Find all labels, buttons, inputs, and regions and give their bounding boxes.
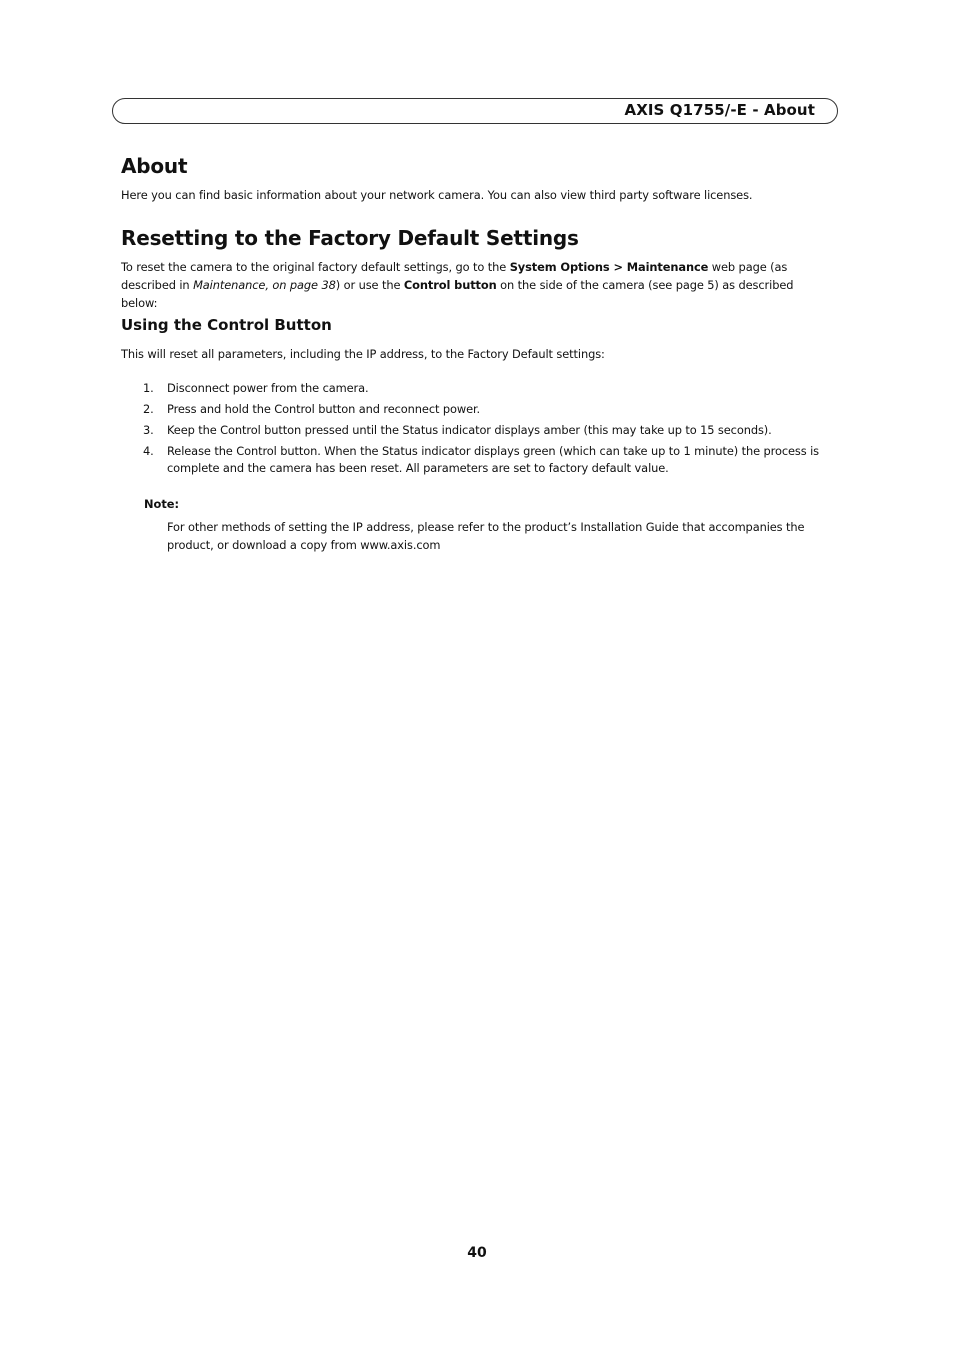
list-item [121,443,831,477]
reset-paragraph [121,258,831,312]
control-button-label: Control button [403,278,497,292]
reset-text-4: on the side of the camera (see page 5) as described below: [121,278,794,310]
reset-heading: Resetting to the Factory Default Settings [121,226,579,250]
step-number: 2. [143,402,154,416]
step-number: 3. [143,423,154,437]
steps-list [121,380,831,481]
list-item [121,422,831,439]
step-text: Press and hold the Control button and reconnect power. [167,402,481,416]
step-text: Disconnect power from the camera. [167,381,369,395]
page-number: 40 [467,1245,487,1261]
maintenance-link[interactable]: Maintenance, on page 38 [193,278,336,292]
control-heading: Using the Control Button [121,316,332,334]
step-text: Release the Control button. When the Status indicator displays green (which can take up to 1 minute) the process is complete and the camera has been reset. All parameters are set to factory default value. [167,444,820,475]
list-item [121,380,831,397]
reset-text-2: web page (as described in [121,260,788,292]
step-number: 1. [143,381,154,395]
control-intro: This will reset all parameters, including the IP address, to the Factory Default settings: [121,347,605,361]
reset-text-1: To reset the camera to the original factory default settings, go to the [121,260,510,274]
about-paragraph: Here you can find basic information about your network camera. You can also view third party software licenses. [121,188,753,202]
note-label: Note: [144,497,180,511]
step-number: 4. [143,444,154,458]
list-item [121,401,831,418]
note-text: For other methods of setting the IP address, please refer to the product’s Installation Guide that accompanies the product, or download a copy from www.axis.com [167,520,805,552]
page-header [112,98,838,124]
header-title: AXIS Q1755/-E - About [624,101,815,119]
about-heading: About [121,154,188,178]
system-options-maintenance-label: System Options > Maintenance [509,260,709,274]
step-text: Keep the Control button pressed until the Status indicator displays amber (this may take up to 15 seconds). [167,423,772,437]
reset-text-3: ) or use the [335,278,404,292]
